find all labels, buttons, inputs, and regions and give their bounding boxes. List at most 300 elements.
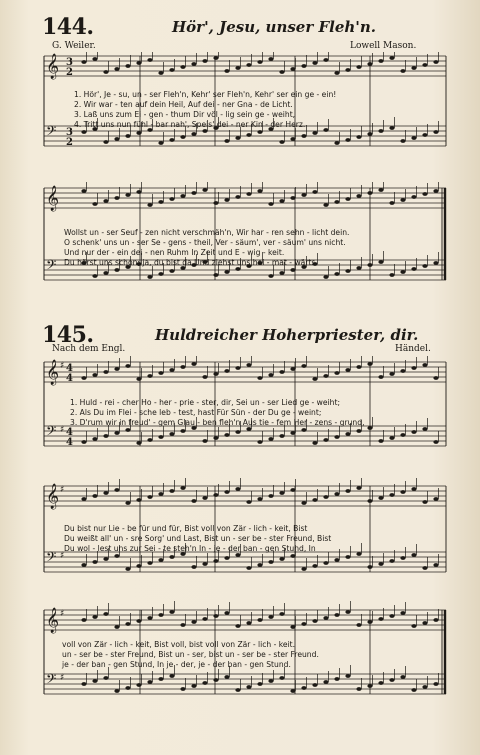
note-head bbox=[301, 501, 306, 505]
sharp-sign: ♯ bbox=[60, 425, 65, 435]
note-head bbox=[268, 560, 273, 564]
note-head bbox=[312, 564, 317, 568]
note-head bbox=[334, 371, 339, 375]
note-head bbox=[279, 370, 284, 374]
note-head bbox=[202, 496, 207, 500]
note-head bbox=[400, 69, 405, 73]
note-head bbox=[125, 364, 130, 368]
note-head bbox=[103, 612, 108, 616]
note-head bbox=[213, 614, 218, 618]
note-head bbox=[301, 686, 306, 690]
note-head bbox=[257, 376, 262, 380]
note-head bbox=[433, 261, 438, 265]
note-head bbox=[147, 438, 152, 442]
note-head bbox=[125, 622, 130, 626]
note-head bbox=[411, 195, 416, 199]
note-head bbox=[147, 58, 152, 62]
lyric-line: 2. Wir war - ten auf dein Heil, Auf dei - ner Gna - de Licht. bbox=[74, 100, 293, 109]
note-head bbox=[246, 500, 251, 504]
note-head bbox=[103, 434, 108, 438]
note-head bbox=[158, 613, 163, 617]
sharp-sign: ♯ bbox=[60, 551, 65, 561]
note-head bbox=[400, 675, 405, 679]
note-head bbox=[312, 683, 317, 687]
note-head bbox=[268, 202, 273, 206]
note-head bbox=[224, 69, 229, 73]
note-head bbox=[356, 65, 361, 69]
hymn-number: 144. bbox=[42, 14, 94, 40]
composer-left: Nach dem Engl. bbox=[52, 344, 126, 354]
note-head bbox=[158, 677, 163, 681]
note-head bbox=[356, 486, 361, 490]
note-head bbox=[136, 498, 141, 502]
lyric-line: O schenk' uns un - ser Se - gens - theil, Ver - säum', ver - säum' uns nicht. bbox=[64, 238, 346, 247]
note-head bbox=[345, 674, 350, 678]
note-head bbox=[125, 193, 130, 197]
note-head bbox=[169, 555, 174, 559]
note-head bbox=[136, 377, 141, 381]
note-head bbox=[158, 272, 163, 276]
note-head bbox=[378, 681, 383, 685]
note-head bbox=[301, 193, 306, 197]
lyric-line: Du wol - lest uns zur Sei - te steh'n In - je - der ban - gen Stund, In bbox=[64, 544, 316, 553]
note-head bbox=[389, 678, 394, 682]
note-head bbox=[378, 562, 383, 566]
composer-right: Händel. bbox=[395, 344, 431, 354]
note-head bbox=[213, 273, 218, 277]
note-head bbox=[345, 197, 350, 201]
note-head bbox=[279, 271, 284, 275]
note-head bbox=[202, 617, 207, 621]
note-head bbox=[180, 65, 185, 69]
note-head bbox=[114, 137, 119, 141]
note-head bbox=[422, 500, 427, 504]
note-head bbox=[191, 620, 196, 624]
note-head bbox=[400, 556, 405, 560]
time-signature-top: 3 bbox=[66, 127, 73, 138]
note-head bbox=[279, 612, 284, 616]
note-head bbox=[180, 486, 185, 490]
note-head bbox=[92, 202, 97, 206]
note-head bbox=[345, 269, 350, 273]
note-head bbox=[334, 558, 339, 562]
note-head bbox=[125, 686, 130, 690]
note-head bbox=[378, 439, 383, 443]
note-head bbox=[323, 128, 328, 132]
note-head bbox=[411, 688, 416, 692]
note-head bbox=[136, 131, 141, 135]
note-head bbox=[345, 610, 350, 614]
note-head bbox=[103, 199, 108, 203]
note-head bbox=[334, 435, 339, 439]
note-head bbox=[400, 369, 405, 373]
note-head bbox=[114, 268, 119, 272]
note-head bbox=[378, 59, 383, 63]
note-head bbox=[268, 274, 273, 278]
note-head bbox=[246, 363, 251, 367]
note-head bbox=[257, 189, 262, 193]
note-head bbox=[433, 440, 438, 444]
note-head bbox=[169, 68, 174, 72]
treble-clef: 𝄞 bbox=[46, 360, 60, 385]
note-head bbox=[114, 488, 119, 492]
note-head bbox=[433, 60, 438, 64]
note-head bbox=[125, 428, 130, 432]
note-head bbox=[125, 501, 130, 505]
note-head bbox=[103, 676, 108, 680]
note-head bbox=[246, 621, 251, 625]
note-head bbox=[422, 133, 427, 137]
note-head bbox=[92, 615, 97, 619]
note-head bbox=[213, 56, 218, 60]
note-head bbox=[81, 682, 86, 686]
note-head bbox=[422, 685, 427, 689]
note-head bbox=[114, 367, 119, 371]
note-head bbox=[103, 370, 108, 374]
sharp-sign: ♯ bbox=[60, 361, 65, 371]
treble-clef: 𝄞 bbox=[46, 186, 60, 211]
note-head bbox=[169, 197, 174, 201]
note-head bbox=[224, 198, 229, 202]
note-head bbox=[268, 57, 273, 61]
note-head bbox=[136, 61, 141, 65]
time-signature-top: 4 bbox=[66, 427, 73, 438]
note-head bbox=[400, 490, 405, 494]
note-head bbox=[378, 129, 383, 133]
note-head bbox=[202, 375, 207, 379]
note-head bbox=[312, 131, 317, 135]
note-head bbox=[224, 675, 229, 679]
note-head bbox=[279, 434, 284, 438]
note-head bbox=[345, 138, 350, 142]
note-head bbox=[334, 677, 339, 681]
music-system bbox=[40, 182, 448, 308]
note-head bbox=[125, 134, 130, 138]
note-head bbox=[147, 374, 152, 378]
note-head bbox=[389, 436, 394, 440]
note-head bbox=[323, 275, 328, 279]
note-head bbox=[158, 435, 163, 439]
time-signature-bottom: 4 bbox=[66, 437, 73, 448]
note-head bbox=[81, 440, 86, 444]
note-head bbox=[279, 676, 284, 680]
note-head bbox=[334, 71, 339, 75]
note-head bbox=[180, 687, 185, 691]
note-head bbox=[202, 681, 207, 685]
note-head bbox=[81, 618, 86, 622]
note-head bbox=[345, 432, 350, 436]
note-head bbox=[268, 615, 273, 619]
note-head bbox=[301, 622, 306, 626]
note-head bbox=[323, 203, 328, 207]
note-head bbox=[147, 616, 152, 620]
sharp-sign: ♯ bbox=[60, 485, 65, 495]
note-head bbox=[323, 616, 328, 620]
note-head bbox=[312, 619, 317, 623]
note-head bbox=[169, 674, 174, 678]
note-head bbox=[389, 201, 394, 205]
note-head bbox=[191, 191, 196, 195]
note-head bbox=[345, 489, 350, 493]
note-head bbox=[422, 363, 427, 367]
note-head bbox=[301, 567, 306, 571]
lyric-line: 1. Hör', Je - su, un - ser Fleh'n, Kehr' ser Fleh'n, Kehr' ser ein ge - ein! bbox=[74, 90, 337, 99]
note-head bbox=[312, 190, 317, 194]
note-head bbox=[323, 438, 328, 442]
note-head bbox=[345, 555, 350, 559]
note-head bbox=[279, 70, 284, 74]
note-head bbox=[224, 369, 229, 373]
note-head bbox=[235, 366, 240, 370]
hymn-title: Hör', Jesu, unser Fleh'n. bbox=[172, 18, 376, 36]
treble-clef: 𝄞 bbox=[46, 484, 60, 509]
note-head bbox=[224, 611, 229, 615]
note-head bbox=[169, 368, 174, 372]
note-head bbox=[411, 624, 416, 628]
time-signature-bottom: 2 bbox=[66, 67, 73, 78]
note-head bbox=[301, 364, 306, 368]
note-head bbox=[356, 194, 361, 198]
note-head bbox=[312, 441, 317, 445]
note-head bbox=[433, 682, 438, 686]
note-head bbox=[400, 611, 405, 615]
note-head bbox=[103, 557, 108, 561]
note-head bbox=[433, 618, 438, 622]
lyric-line: 1. Huld - rei - cher Ho - her - prie - ster, dir, Sei un - ser Lied ge - weiht; bbox=[70, 398, 341, 407]
note-head bbox=[191, 684, 196, 688]
bass-clef: 𝄢 bbox=[46, 549, 57, 568]
bass-clef: 𝄢 bbox=[46, 123, 57, 142]
lyric-line: 3. D'rum wir in freud' - gem Glau - ben fleh'n Aus tie - fem Her - zens - grund, bbox=[70, 418, 365, 427]
lyric-line: Wollst un - ser Seuf - zen nicht verschmäh'n, Wir har - ren sehn - licht dein. bbox=[64, 228, 350, 237]
note-head bbox=[92, 437, 97, 441]
note-head bbox=[180, 135, 185, 139]
note-head bbox=[125, 567, 130, 571]
note-head bbox=[103, 70, 108, 74]
note-head bbox=[279, 140, 284, 144]
note-head bbox=[147, 203, 152, 207]
note-head bbox=[378, 496, 383, 500]
note-head bbox=[301, 428, 306, 432]
note-head bbox=[257, 497, 262, 501]
note-head bbox=[378, 260, 383, 264]
note-head bbox=[334, 272, 339, 276]
note-head bbox=[158, 141, 163, 145]
note-head bbox=[136, 619, 141, 623]
note-head bbox=[400, 198, 405, 202]
note-head bbox=[433, 497, 438, 501]
note-head bbox=[433, 563, 438, 567]
note-head bbox=[257, 682, 262, 686]
note-head bbox=[257, 60, 262, 64]
note-head bbox=[147, 495, 152, 499]
note-head bbox=[400, 270, 405, 274]
note-head bbox=[235, 136, 240, 140]
note-head bbox=[158, 558, 163, 562]
note-head bbox=[191, 499, 196, 503]
note-head bbox=[235, 624, 240, 628]
note-head bbox=[378, 188, 383, 192]
lyric-line: Und nur der - ein dei - nen Ruhm In Zeit und E - wig - keit. bbox=[64, 248, 285, 257]
note-head bbox=[136, 190, 141, 194]
note-head bbox=[246, 133, 251, 137]
composer-right: Lowell Mason. bbox=[350, 41, 417, 51]
note-head bbox=[224, 433, 229, 437]
note-head bbox=[158, 371, 163, 375]
note-head bbox=[235, 66, 240, 70]
lyric-line: 2. Als Du im Flei - sche leb - test, hast Für Sün - der Du ge - weint; bbox=[70, 408, 322, 417]
note-head bbox=[224, 556, 229, 560]
note-head bbox=[422, 621, 427, 625]
note-head bbox=[356, 429, 361, 433]
note-head bbox=[356, 687, 361, 691]
note-head bbox=[312, 498, 317, 502]
note-head bbox=[213, 493, 218, 497]
note-head bbox=[279, 491, 284, 495]
note-head bbox=[224, 490, 229, 494]
sharp-sign: ♯ bbox=[60, 609, 65, 619]
note-head bbox=[169, 610, 174, 614]
note-head bbox=[136, 441, 141, 445]
note-head bbox=[147, 275, 152, 279]
note-head bbox=[246, 685, 251, 689]
lyric-line: 4. Tritt uns nun fühl - bar nah', Speis' dei - ner Kin - der Herz. bbox=[74, 120, 306, 129]
music-system bbox=[40, 356, 448, 474]
treble-clef: 𝄞 bbox=[46, 608, 60, 633]
time-signature-top: 4 bbox=[66, 363, 73, 374]
note-head bbox=[323, 561, 328, 565]
note-head bbox=[422, 566, 427, 570]
note-head bbox=[246, 566, 251, 570]
note-head bbox=[158, 492, 163, 496]
note-head bbox=[235, 195, 240, 199]
lyric-line: Du weißt all' un - sre Sorg' und Last, Bist un - ser be - ster Freund, Bist bbox=[64, 534, 332, 543]
note-head bbox=[180, 365, 185, 369]
lyric-line: voll von Zär - lich - keit, Bist voll, bist voll von Zär - lich - keit. bbox=[62, 640, 296, 649]
note-head bbox=[433, 189, 438, 193]
note-head bbox=[136, 564, 141, 568]
note-head bbox=[103, 140, 108, 144]
note-head bbox=[389, 493, 394, 497]
note-head bbox=[147, 680, 152, 684]
composer-left: G. Weiler. bbox=[52, 41, 96, 51]
note-head bbox=[235, 688, 240, 692]
note-head bbox=[389, 126, 394, 130]
note-head bbox=[114, 67, 119, 71]
note-head bbox=[213, 372, 218, 376]
note-head bbox=[257, 130, 262, 134]
note-head bbox=[81, 563, 86, 567]
note-head bbox=[323, 374, 328, 378]
lyric-line: Du bist nur Lie - be für und für, Bist voll von Zär - lich - keit, Bist bbox=[64, 524, 308, 533]
note-head bbox=[356, 135, 361, 139]
note-head bbox=[191, 132, 196, 136]
note-head bbox=[92, 274, 97, 278]
note-head bbox=[169, 138, 174, 142]
note-head bbox=[191, 565, 196, 569]
note-head bbox=[114, 554, 119, 558]
note-head bbox=[180, 623, 185, 627]
lyric-line: un - ser be - ster Freund, Bist un - ser, bist un - ser be - ster Freund. bbox=[62, 650, 319, 659]
note-head bbox=[323, 680, 328, 684]
note-head bbox=[92, 560, 97, 564]
note-head bbox=[400, 433, 405, 437]
note-head bbox=[246, 63, 251, 67]
note-head bbox=[422, 427, 427, 431]
bass-clef: 𝄢 bbox=[46, 671, 57, 690]
note-head bbox=[378, 375, 383, 379]
hymn-title: Huldreicher Hoherpriester, dir. bbox=[155, 326, 419, 344]
note-head bbox=[356, 365, 361, 369]
note-head bbox=[92, 679, 97, 683]
note-head bbox=[158, 71, 163, 75]
note-head bbox=[81, 376, 86, 380]
note-head bbox=[202, 59, 207, 63]
note-head bbox=[114, 196, 119, 200]
note-head bbox=[279, 557, 284, 561]
note-head bbox=[81, 130, 86, 134]
note-head bbox=[114, 625, 119, 629]
note-head bbox=[125, 64, 130, 68]
music-system bbox=[40, 600, 448, 730]
note-head bbox=[235, 487, 240, 491]
note-head bbox=[411, 136, 416, 140]
note-head bbox=[334, 200, 339, 204]
note-head bbox=[213, 436, 218, 440]
note-head bbox=[81, 497, 86, 501]
note-head bbox=[268, 373, 273, 377]
note-head bbox=[169, 269, 174, 273]
note-head bbox=[81, 60, 86, 64]
note-head bbox=[136, 683, 141, 687]
lyric-line: je - der ban - gen Stund, In je - der, je - der ban - gen Stund. bbox=[62, 660, 291, 669]
note-head bbox=[411, 66, 416, 70]
note-head bbox=[323, 495, 328, 499]
note-head bbox=[213, 678, 218, 682]
note-head bbox=[202, 562, 207, 566]
note-head bbox=[433, 130, 438, 134]
music-system bbox=[40, 478, 448, 596]
note-head bbox=[422, 63, 427, 67]
music-system bbox=[40, 52, 448, 178]
note-head bbox=[103, 271, 108, 275]
note-head bbox=[103, 491, 108, 495]
treble-clef: 𝄞 bbox=[46, 54, 60, 79]
note-head bbox=[389, 614, 394, 618]
note-head bbox=[268, 494, 273, 498]
note-head bbox=[334, 492, 339, 496]
note-head bbox=[389, 559, 394, 563]
note-head bbox=[279, 199, 284, 203]
note-head bbox=[323, 58, 328, 62]
note-head bbox=[356, 623, 361, 627]
note-head bbox=[92, 494, 97, 498]
note-head bbox=[202, 188, 207, 192]
note-head bbox=[345, 368, 350, 372]
note-head bbox=[114, 431, 119, 435]
note-head bbox=[378, 617, 383, 621]
note-head bbox=[180, 429, 185, 433]
note-head bbox=[92, 373, 97, 377]
note-head bbox=[400, 139, 405, 143]
note-head bbox=[235, 430, 240, 434]
time-signature-top: 3 bbox=[66, 57, 73, 68]
note-head bbox=[92, 57, 97, 61]
time-signature-bottom: 2 bbox=[66, 137, 73, 148]
note-head bbox=[411, 366, 416, 370]
note-head bbox=[180, 194, 185, 198]
lyric-line: Du hörst uns schon; ja, du bist da Und ziehst uns hei - mat - wärts. bbox=[64, 258, 318, 267]
